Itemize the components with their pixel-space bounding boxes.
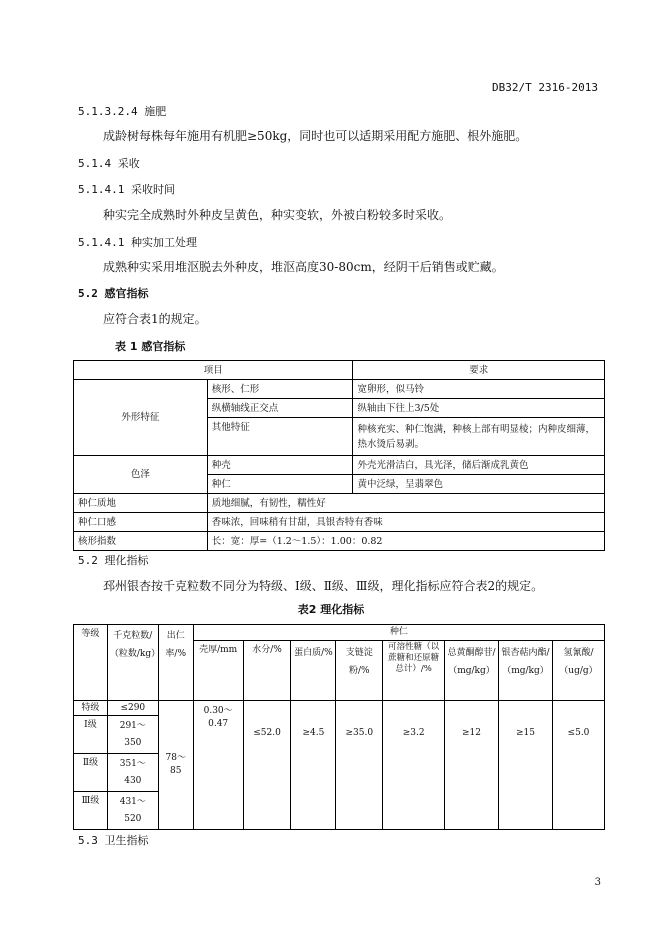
paragraph-processing: 成熟种实采用堆沤脱去外种皮，堆沤高度30-80cm，经阴干后销售或贮藏。 (103, 260, 504, 274)
table1-req: 香味浓，回味稍有甘甜，具银杏特有香味 (207, 513, 604, 532)
table-row (74, 625, 605, 641)
table2-protein-value: ≥4.5 (291, 701, 336, 830)
table2-col-protein: 蛋白质/% (291, 641, 336, 701)
table1-item: 核形指数 (74, 532, 208, 551)
table2-shell-value: 0.30～0.47 (193, 701, 243, 830)
table2-count: 291～350 (107, 716, 158, 754)
table2-flavonol-value: ≥12 (445, 701, 499, 830)
table-row (74, 494, 605, 513)
heading-5-3: 5.3 卫生指标 (78, 834, 149, 847)
paragraph-physchem: 邳州银杏按千克粒数不同分为特级、Ⅰ级、Ⅱ级、Ⅲ级，理化指标应符合表2的规定。 (103, 579, 544, 593)
table1-sub: 种仁 (207, 475, 353, 494)
paragraph-harvest-time: 种实完全成熟时外种皮呈黄色，种实变软，外被白粉较多时采收。 (103, 208, 452, 222)
table2-grade: Ⅱ级 (74, 754, 108, 792)
table1-req: 纵轴由下往上3/5处 (353, 399, 605, 418)
document-id: DB32/T 2316-2013 (492, 81, 598, 94)
table2-col-moisture: 水分/% (243, 641, 291, 701)
table2-grade: 特级 (74, 701, 108, 716)
heading-5-2-physchem: 5.2 理化指标 (78, 554, 149, 567)
table2-head-count: 千克粒数/（粒数/kg） (107, 625, 158, 701)
table2-terpene-value: ≥15 (499, 701, 553, 830)
table2-col-hcn: 氢氰酸/（ug/g） (552, 641, 604, 701)
table1-head-req: 要求 (353, 361, 605, 380)
table1-req: 长：宽：厚=（1.2～1.5）：1.00：0.82 (207, 532, 604, 551)
table1-sub: 核形、仁形 (207, 380, 353, 399)
table1-caption: 表 1 感官指标 (115, 340, 186, 353)
table2-count: ≤290 (107, 701, 158, 716)
table2-count: 351～430 (107, 754, 158, 792)
page-number: 3 (594, 877, 601, 888)
heading-5-2-sensory: 5.2 感官指标 (78, 287, 149, 300)
table1-color-group: 色泽 (74, 456, 208, 494)
table1-req: 宽卵形，似马铃 (353, 380, 605, 399)
table2-physchem (73, 624, 605, 830)
table2-col-starch: 支链淀粉/% (336, 641, 383, 701)
table-row (74, 513, 605, 532)
table2-col-terpene: 银杏萜内酯/（mg/kg） (499, 641, 553, 701)
table1-sub: 纵横轴线正交点 (207, 399, 353, 418)
table1-sensory (73, 360, 605, 551)
table1-item: 种仁质地 (74, 494, 208, 513)
table2-caption: 表2 理化指标 (297, 603, 365, 616)
table-row (74, 456, 605, 475)
table1-req: 黄中泛绿，呈翡翠色 (353, 475, 605, 494)
table2-col-shell: 壳厚/mm (193, 641, 243, 701)
table1-head-item: 项目 (74, 361, 353, 380)
table2-starch-value: ≥35.0 (336, 701, 383, 830)
table2-moisture-value: ≤52.0 (243, 701, 291, 830)
table2-col-sugar: 可溶性糖（以蔗糖和还原糖总计）/% (383, 641, 445, 701)
table1-req: 种核充实、种仁饱满，种核上部有明显棱；内种皮细薄，热水烫后易剥。 (353, 418, 605, 456)
table1-shape-group: 外形特征 (74, 380, 208, 456)
table-row (74, 532, 605, 551)
table1-sub: 种壳 (207, 456, 353, 475)
table2-head-kernel: 种仁 (193, 625, 604, 641)
table1-sub: 其他特征 (207, 418, 353, 456)
table2-yield: 78～85 (158, 701, 193, 830)
table2-grade: Ⅰ级 (74, 716, 108, 754)
heading-5-1-4-1-processing: 5.1.4.1 种实加工处理 (78, 236, 197, 249)
table2-grade: Ⅲ级 (74, 792, 108, 830)
table2-head-yield: 出仁率/% (158, 625, 193, 701)
heading-5-1-4-1: 5.1.4.1 采收时间 (78, 183, 175, 196)
table2-count: 431～520 (107, 792, 158, 830)
table1-req: 质地细腻，有韧性，糯性好 (207, 494, 604, 513)
table2-hcn-value: ≤5.0 (552, 701, 604, 830)
table2-sugar-value: ≥3.2 (383, 701, 445, 830)
heading-5-1-3-2-4: 5.1.3.2.4 施肥 (78, 105, 167, 118)
table2-col-flavonol: 总黄酮醇苷/（mg/kg） (445, 641, 499, 701)
table-row (74, 361, 605, 380)
paragraph-fertilizing: 成龄树每株每年施用有机肥≥50kg，同时也可以适期采用配方施肥、根外施肥。 (103, 129, 528, 143)
heading-5-1-4: 5.1.4 采收 (78, 157, 140, 170)
table-row (74, 701, 605, 716)
table1-item: 种仁口感 (74, 513, 208, 532)
table1-req: 外壳光滑洁白，具光泽，储后渐成乳黄色 (353, 456, 605, 475)
table2-head-grade: 等级 (74, 625, 108, 701)
table-row (74, 380, 605, 399)
paragraph-sensory: 应符合表1的规定。 (103, 312, 207, 326)
